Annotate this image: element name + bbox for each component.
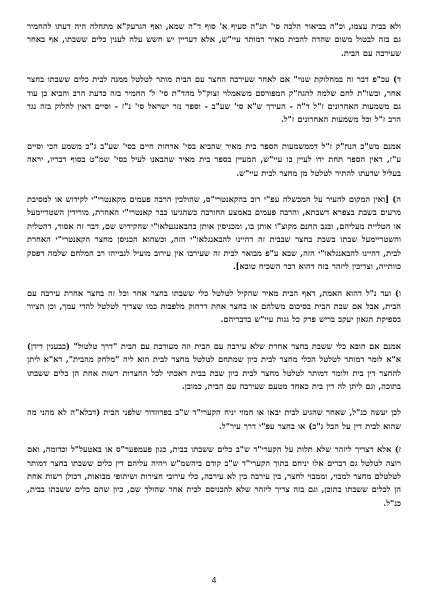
paragraph: אמנם אם הובא כלי ששבת בחצר אחרת שלא עירבה עם הבית וזה מעורבת עם הבית "דרך טלטול" (כבענין דידן) א"א לומר דמותר לטלטל הכלי מחצר לבית כיון שמתחם לטלטל מחצר לבית הוא ליה "מלחק מהבית", דא"א ליתן להחצר דין בית ולומר דמותר לטלטל מחצר לבית כיון שבת בבית דאכתי לכל החצרות רשות אחת הן כלים ששבתו בתוכה, וגם ליתן לה דין בית כאחד מטעם שעירבה עם הבית, כמובן.	[27, 340, 401, 391]
paragraph: ולא בבית עצמו, וכ"ה בביאור הלכה סי' תנ"ה סעיף א' סוף ד"ה שמא, ואף הגרעק"א מתחלה היה דעתו להחמיר גם בזה לבטול משום שהדה להבית מאיר דמותר עיי"ש, אלא דעדיין יש חשש עלה לענין כלים ששבתו, אף באחר שעירבה עם הבית.	[27, 21, 401, 58]
page-number: 4	[211, 576, 217, 585]
paragraph: ו) ועד נ"ל דהוא האמת, דאף הבית מאיר שהקיל לטלטל כלי ששבתו בחצר אחר וכל זה בחצר אחרת עירבה עם הבית, אבל אם שבת הבית בסיכום משלהם או בחצר אחת דרחוק מלפבות כמו שצריך לטלטל להדי עמך, וכן הציור בספיקת הגאון יעקב בריש פרק כל גגות עיי"ש בדבריהם.	[27, 287, 401, 325]
paragraph: ה) [ואין המקום להעיר על המכשלה עפ"י רוב בהקאנטרי"ס, שהולכין הרבה פעמים מקאנטרי"י לקידוש או למסיבת מרעים בשבת בצפרא דשבתא, והרבה פעמים באמצע החורבה כשהגיעו כבר קאנטרי"י האחרת, מורידין השטריימעל או הטליית מעליהם, ובגב החנם מקוצ"ו אותן בו, ומכניסין אותן בהבאנגעלאו"י שהקידוש שם, דבר זה אסור, דהטלית והשטריימעל שבתו בשבת בחצר שבבית זה דהיינו להבאנגלאו"י הזה, וכשהוא הכניסן מחצר הקאנטרי"י האחרת לבית, דהיינו להבאנגלאו"י הזה, שבא ע"פ מבואר לבית זה שעירבו אין עירוב מועיל לגבייהו רב המלחם שלמה דפסק כוותייה, וצריכין ליזהר בזה דהוא דבר השכיח טובא].	[27, 194, 401, 272]
paragraph: לכן יעשה כנ"ל, שאחר שהגיע לבית יבאו או חמוי יניח הקערי"ד ש"ב בפרוזדור שלפני הבית (דבלא"ה לא מהני מה שהוא לבית דין על הכל ג"כ) או בחצר עפ"י דרך עיר"ל.	[27, 407, 401, 431]
paragraph: ד) עכ"פ דבר זה במחלוקת שנוי" אם לאחר שעירבה החצר עם הבית מותר לטלטל ממנה לבית כלים ששבתו בחצר אחר, ובשו"ת לחם שלמה להגה"ק המפורסם משאמלוי זצוק"ל מהד"ת סי' ל' החמיר בזה כדעת הרב והביא כן עוד גם משמעות האחרונים ז"ל ד"ה - העירך ש"א סי' שע"ב - וספר נזר ישראל סי' נ"ז - וסיים דאין לחלוק בזה נגד הרב ז"ל וכל משמעות האחרונים ז"ל.	[27, 74, 401, 125]
paragraph: אמנם מש"כ הנח"ק ז"ל דממשמעות הספר בית מאיר שהביא בסי' ארחות חיים בסי' שע"ב ג"כ משמע הכי וסיים ע"ז, דאין הספר תחת ידו לעיין בו עיי"ש, המעיין בספר בית מאיר שהבאנו לעיל בסי' שמ"ט בסוף דבריו, יראה בעליל שדעתו להתיר לטלטל מן מחצר לבית עיי"ש.	[27, 140, 401, 178]
paragraph: ז) אלא דצריך ליזהר שלא תלות על הקערי"ד ש"ב כלים ששבתו בבית, כגון פעמפער"ס או באטעל"ל וכדומה, ואם רוצה לטלטל גם דברים אלו יניחם בתוך הקערי"ד ש"ב קודם ביהשמ"ש ויהיה עליהם דין כלים ששבתו בחצר דמותר לטלטלם מחצר למבוי, וממבוי לחצר, בין עירבה בין לא עירבה, כלי עירובי חצירות ושיתופי מבואות, דכולן רשות אחת הן לכלים ששבתו בתוכן, וגם בזה צריך ליזהר שלא להכניסם לבית אחר שהולך שם, כיון שהם כלים ששבתו בבית, כנ"ל.	[27, 444, 401, 508]
